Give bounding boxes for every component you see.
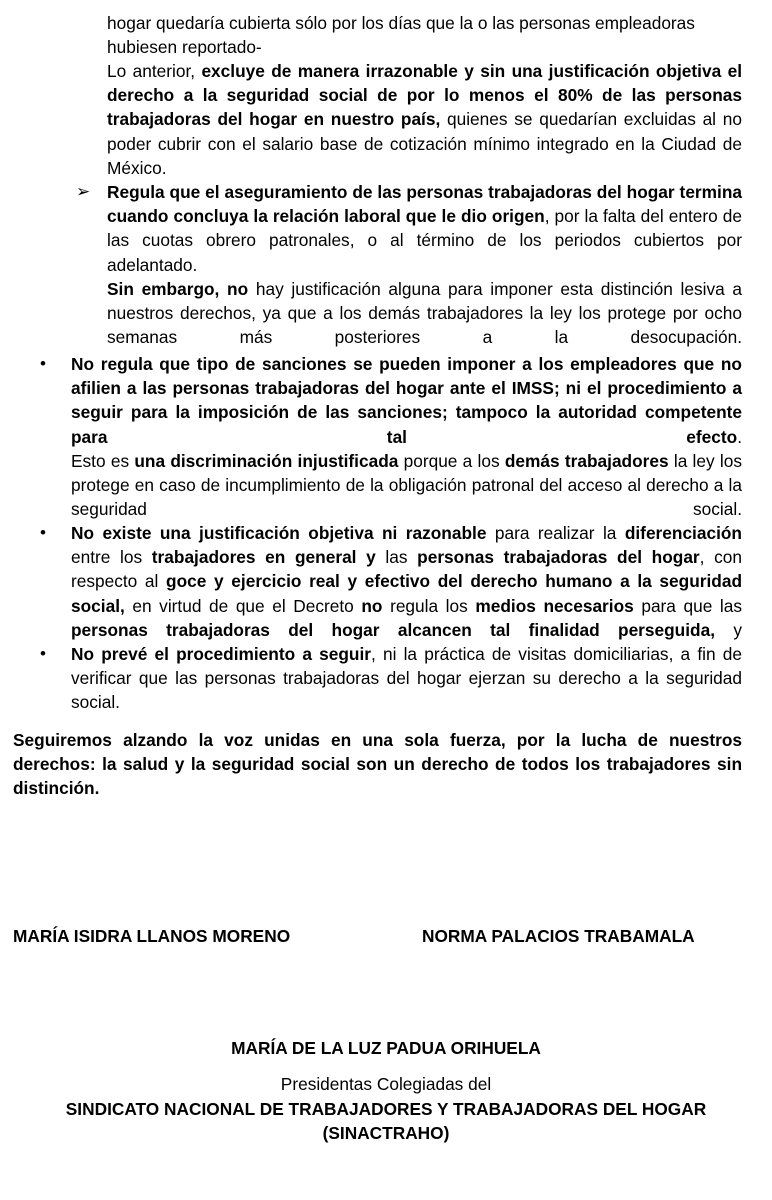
- b2-text-5: en virtud de que el Decreto: [124, 595, 362, 616]
- bullet-3-icon: •: [40, 644, 46, 663]
- b2-bold-6: no: [361, 595, 383, 616]
- b2-bold-7: medios necesarios: [475, 595, 634, 616]
- footer-org: SINDICATO NACIONAL DE TRABAJADORES Y TRABAJADORAS DEL HOGAR: [65, 1099, 707, 1119]
- excluye-bold-1: excluye de manera irrazonable y sin una justificación objetiva el derecho a la seguridad social de por lo menos el 80% de las personas trabajadoras del hogar en nuestro país,: [107, 61, 742, 130]
- b2-text-7: para que las: [633, 595, 742, 616]
- bullet-1-normal: .: [737, 426, 742, 447]
- b2-bold-8: personas trabajadoras del hogar alcancen tal finalidad perseguida,: [71, 619, 716, 640]
- b3-normal: , ni la práctica de visitas domiciliarias, a fin de verificar que las personas trabajadoras del hogar ejerzan su derecho a la seguridad social.: [71, 644, 742, 713]
- b2-bold-4: personas trabajadoras del hogar: [417, 547, 700, 568]
- signature-left: MARÍA ISIDRA LLANOS MORENO: [13, 926, 291, 946]
- b2-text-3: las: [375, 547, 418, 568]
- intro-line-1: hogar quedaría cubierta sólo por los días que la o las personas empleadoras: [107, 13, 695, 33]
- b2-text-4: , con respecto al: [71, 547, 742, 592]
- signature-center: MARÍA DE LA LUZ PADUA ORIHUELA: [231, 1038, 541, 1058]
- footer-acronym: (SINACTRAHO): [322, 1123, 450, 1143]
- b2-bold-5: goce y ejercicio real y efectivo del derecho humano a la seguridad social,: [71, 571, 742, 616]
- followup-bold-2: demás trabajadores: [504, 451, 669, 471]
- arrow-item-bold: Regula que el aseguramiento de las personas trabajadoras del hogar termina cuando concluya la relación laboral que le dio origen: [107, 182, 742, 227]
- sin-embargo-bold: Sin embargo, no: [107, 279, 249, 299]
- b3-bold: No prevé el procedimiento a seguir: [71, 644, 371, 664]
- followup-bold-1: una discriminación injustificada: [134, 451, 399, 471]
- b2-bold-1: No existe una justificación objetiva ni razonable: [71, 523, 487, 543]
- signature-right: NORMA PALACIOS TRABAMALA: [422, 926, 695, 946]
- b2-bold-2: diferenciación: [624, 523, 742, 543]
- followup-text-1: Esto es: [71, 451, 135, 471]
- bullet-1-icon: •: [40, 354, 46, 373]
- bullet-2-icon: •: [40, 523, 46, 542]
- bullet-3: [71, 642, 742, 739]
- arrow-bullet-icon: ➢: [76, 182, 91, 201]
- bullet-1-bold: No regula que tipo de sanciones se pueden imponer a los empleadores que no afilien a las personas trabajadoras del hogar ante el IMSS; ni el procedimiento a seguir para la imposición de las sanciones; tampoco la autoridad competente para tal efecto: [71, 354, 742, 447]
- followup-text-2: porque a los: [398, 451, 505, 471]
- b2-text-1: para realizar la: [486, 523, 625, 543]
- intro-paragraph: [107, 11, 742, 59]
- followup-text-3: la ley los protege en caso de incumplimiento de la obligación patronal del acceso al derecho a la seguridad social.: [71, 451, 742, 520]
- b2-bold-3: trabajadores en general y: [151, 547, 376, 568]
- b2-text-2: entre los: [71, 547, 152, 568]
- excluye-text-1: Lo anterior,: [107, 61, 202, 81]
- excluye-text-2: quienes se quedarían excluidas al no poder cubrir con el salario base de cotización mínimo integrado en la Ciudad de México.: [107, 109, 742, 178]
- footer-role: Presidentas Colegiadas del: [280, 1074, 492, 1094]
- b2-text-6: regula los: [382, 595, 476, 616]
- arrow-item-normal: , por la falta del entero de las cuotas obrero patronales, o al término de los periodos cubiertos por adelantado.: [107, 206, 743, 275]
- closing-statement: [13, 728, 742, 825]
- bullet-3-text: [71, 642, 742, 739]
- b2-text-8: y: [715, 619, 742, 640]
- sin-embargo-normal: hay justificación alguna para imponer esta distinción lesiva a nuestros derechos, ya que a los demás trabajadores la ley los protege por ocho semanas más posteriores a la desocupación.: [107, 279, 742, 348]
- intro-line-2: hubiesen reportado-: [107, 37, 262, 58]
- closing-text: Seguiremos alzando la voz unidas en una sola fuerza, por la lucha de nuestros derechos: la salud y la seguridad social son un derecho de todos los trabajadores sin distinción.: [13, 730, 742, 799]
